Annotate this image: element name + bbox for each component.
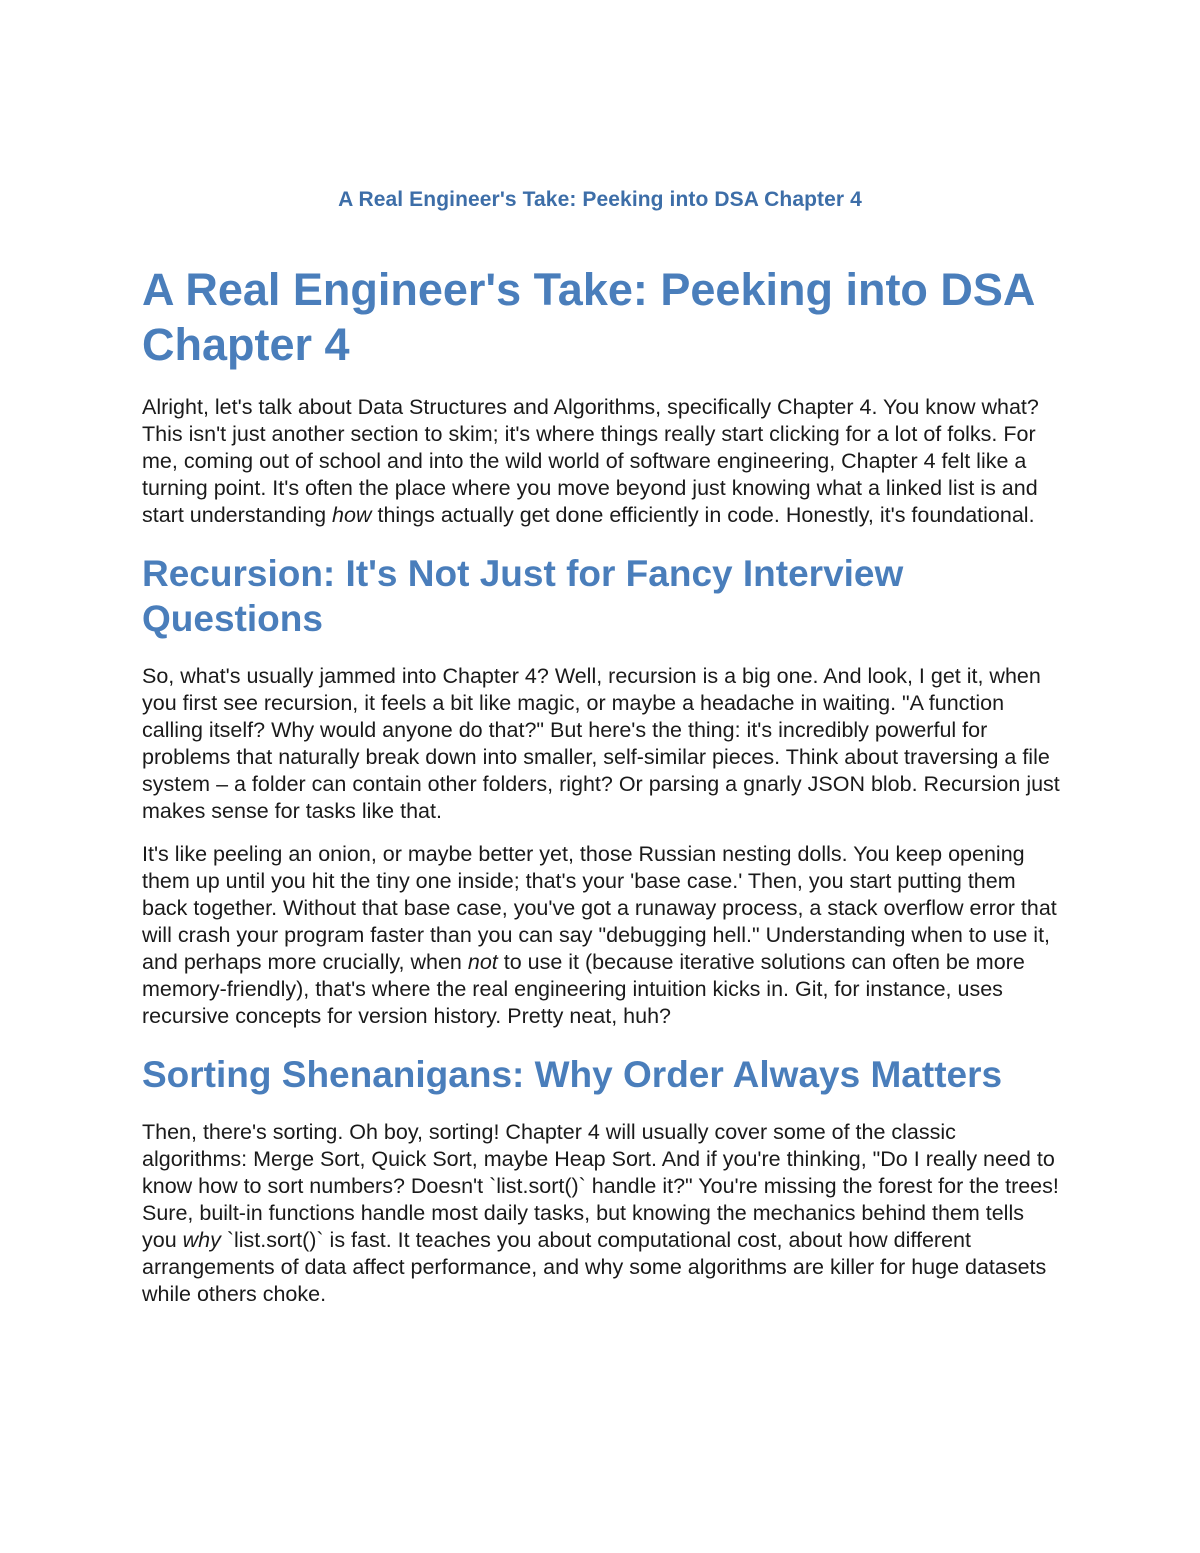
recursion-p2-emphasis: not <box>467 950 498 974</box>
recursion-p2-end: to use it (because iterative solutions can often be more memory-friendly), that's where the real engineering intuition kicks in. Git, for instance, uses recursive concepts for version history. Pretty neat, huh? <box>142 950 1025 1028</box>
intro-paragraph <box>142 394 1062 529</box>
section-heading-recursion: Recursion: It's Not Just for Fancy Interview Questions <box>142 553 904 639</box>
sorting-paragraph-1 <box>142 1119 1062 1308</box>
sorting-p1-end: `list.sort()` is fast. It teaches you about computational cost, about how different arrangements of data affect performance, and why some algorithms are killer for huge datasets while others choke. <box>142 1228 1047 1306</box>
running-header: A Real Engineer's Take: Peeking into DSA Chapter 4 <box>338 188 862 211</box>
article-body <box>142 262 1062 1324</box>
recursion-p2-start: It's like peeling an onion, or maybe better yet, those Russian nesting dolls. You keep opening them up until you hit the tiny one inside; that's your 'base case.' Then, you start putting them back together. Without that base case, you've got a runaway process, a stack overflow error that will crash your program faster than you can say "debugging hell." Understanding when to use it, and perhaps more crucially, when <box>142 842 1057 974</box>
intro-text-start: Alright, let's talk about Data Structures and Algorithms, specifically Chapter 4. You know what? This isn't just another section to skim; it's where things really start clicking for a lot of folks. For me, coming out of school and into the wild world of software engineering, Chapter 4 felt like a turning point. It's often the place where you move beyond just knowing what a linked list is and start understanding <box>142 395 1039 527</box>
sorting-p1-emphasis: why <box>182 1228 221 1252</box>
article-title: A Real Engineer's Take: Peeking into DSA Chapter 4 <box>142 264 1034 370</box>
recursion-paragraph-2 <box>142 841 1062 1030</box>
recursion-paragraph-1: So, what's usually jammed into Chapter 4? Well, recursion is a big one. And look, I get it, when you first see recursion, it feels a bit like magic, or maybe a headache in waiting. "A function calling itself? Why would anyone do that?" But here's the thing: it's incredibly powerful for problems that naturally break down into smaller, self-similar pieces. Think about traversing a file system – a folder can contain other folders, right? Or parsing a gnarly JSON blob. Recursion just makes sense for tasks like that. <box>142 664 1060 823</box>
section-heading-sorting: Sorting Shenanigans: Why Order Always Matters <box>142 1054 1003 1095</box>
intro-text-end: things actually get done efficiently in code. Honestly, it's foundational. <box>371 503 1035 527</box>
intro-emphasis: how <box>332 503 372 527</box>
sorting-p1-start: Then, there's sorting. Oh boy, sorting! Chapter 4 will usually cover some of the classic algorithms: Merge Sort, Quick Sort, maybe Heap Sort. And if you're thinking, "Do I really need to know how to sort numbers? Doesn't `list.sort()` handle it?" You're missing the forest for the trees! Sure, built-in functions handle most daily tasks, but knowing the mechanics behind them tells you <box>142 1120 1059 1252</box>
